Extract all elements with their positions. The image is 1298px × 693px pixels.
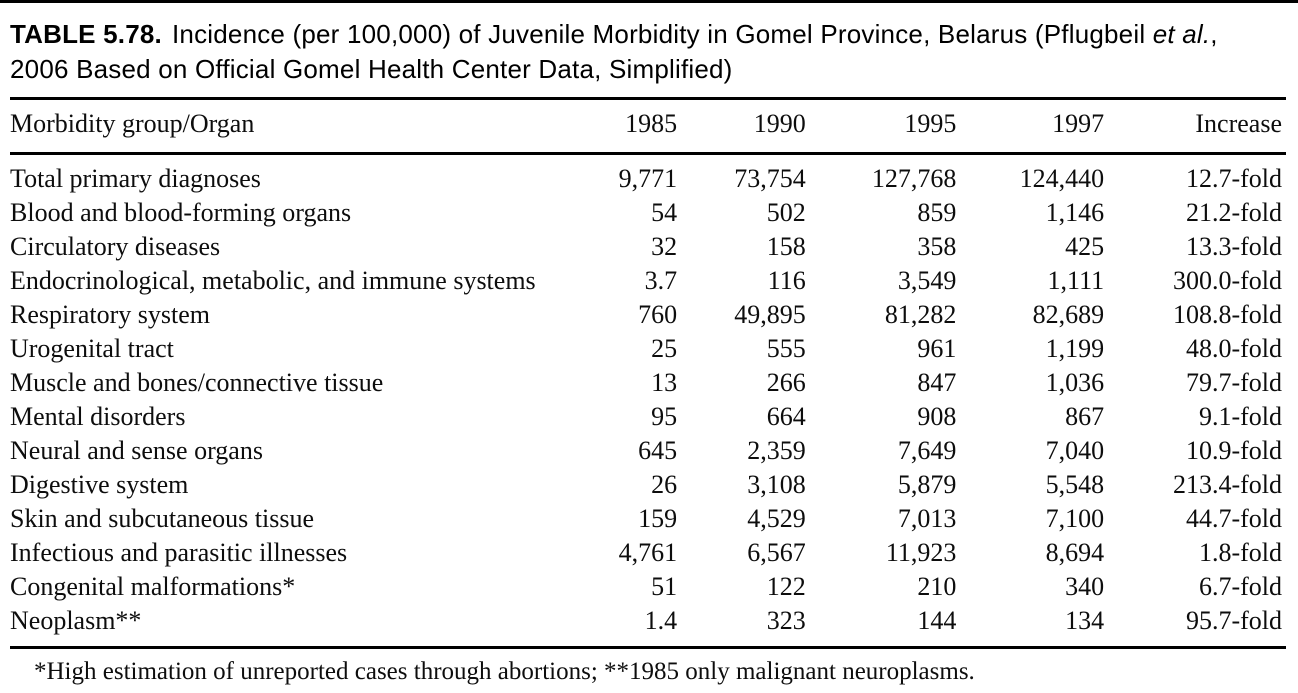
value-cell: 21.2-fold [1185,198,1282,227]
value-cell: 122 [766,572,806,601]
value-cell: 7,100 [1045,504,1105,533]
table-caption [10,17,1286,87]
value-cell: 847 [917,368,957,397]
value-cell: 1,111 [1047,266,1105,295]
row-label: Endocrinological, metabolic, and immune systems [10,266,536,295]
value-cell: 8,694 [1045,538,1105,567]
value-cell: 2,359 [747,436,806,465]
value-cell: 645 [638,436,678,465]
table-row [10,570,1286,604]
table-body [10,154,1286,648]
value-cell: 158 [766,232,806,261]
column-header-increase: Increase [1104,99,1286,154]
table-row [10,604,1286,648]
column-header-1997: 1997 [956,99,1104,154]
caption-line1-end: , [1210,19,1218,49]
value-cell: 26 [651,470,678,499]
column-header-1990: 1990 [677,99,806,154]
value-cell: 7,040 [1045,436,1105,465]
row-label: Digestive system [10,470,189,499]
table-row [10,230,1286,264]
table-row [10,264,1286,298]
row-label: Congenital malformations* [10,572,296,601]
value-cell: 4,761 [618,538,678,567]
value-cell: 48.0-fold [1185,334,1282,363]
row-label: Blood and blood-forming organs [10,198,352,227]
value-cell: 555 [766,334,806,363]
value-cell: 3,549 [897,266,957,295]
value-cell: 51 [651,572,678,601]
value-cell: 1,199 [1045,334,1105,363]
value-cell: 502 [766,198,806,227]
table-row [10,298,1286,332]
row-label: Total primary diagnoses [10,164,261,193]
value-cell: 116 [767,266,806,295]
value-cell: 134 [956,604,1104,648]
value-cell: 5,548 [1045,470,1105,499]
value-cell: 859 [917,198,957,227]
value-cell: 124,440 [1019,164,1105,193]
row-label: Skin and subcutaneous tissue [10,504,315,533]
value-cell: 3.7 [644,266,678,295]
table-row [10,502,1286,536]
value-cell: 54 [651,198,678,227]
value-cell: 81,282 [884,300,957,329]
value-cell: 213.4-fold [1172,470,1282,499]
row-label: Circulatory diseases [10,232,221,261]
value-cell: 1,146 [1045,198,1105,227]
value-cell: 12.7-fold [1185,164,1282,193]
value-cell: 340 [1065,572,1105,601]
column-header-morbidity-group: Morbidity group/Organ [10,99,561,154]
value-cell: 961 [917,334,957,363]
value-cell: 425 [1065,232,1105,261]
value-cell: 108.8-fold [1172,300,1282,329]
value-cell: 32 [651,232,678,261]
value-cell: 908 [917,402,957,431]
caption-text-line2: 2006 Based on Official Gomel Health Center Data, Simplified) [10,54,733,84]
table-footnote: *High estimation of unreported cases through abortions; **1985 only malignant neuroplasms. [34,658,975,685]
value-cell: 664 [766,402,806,431]
table-row [10,154,1286,197]
table-row [10,366,1286,400]
caption-et-al: et al. [1152,19,1211,49]
value-cell: 323 [677,604,806,648]
row-label: Neural and sense organs [10,436,263,465]
morbidity-table [10,97,1286,649]
value-cell: 73,754 [734,164,806,193]
row-label: Neoplasm** [10,604,561,648]
value-cell: 1,036 [1045,368,1105,397]
value-cell: 95.7-fold [1104,604,1286,648]
value-cell: 358 [917,232,957,261]
table-row [10,536,1286,570]
value-cell: 10.9-fold [1185,436,1282,465]
value-cell: 13.3-fold [1185,232,1282,261]
value-cell: 867 [1065,402,1105,431]
table-row [10,196,1286,230]
value-cell: 210 [917,572,957,601]
row-label: Muscle and bones/connective tissue [10,368,384,397]
row-label: Respiratory system [10,300,211,329]
row-label: Urogenital tract [10,334,174,363]
value-cell: 11,923 [885,538,957,567]
column-header-1985: 1985 [561,99,678,154]
value-cell: 5,879 [897,470,957,499]
value-cell: 9.1-fold [1198,402,1282,431]
table-row [10,400,1286,434]
value-cell: 7,013 [897,504,957,533]
value-cell: 1.8-fold [1198,538,1282,567]
value-cell: 25 [651,334,678,363]
value-cell: 266 [766,368,806,397]
value-cell: 4,529 [747,504,806,533]
value-cell: 44.7-fold [1185,504,1282,533]
row-label: Infectious and parasitic illnesses [10,538,348,567]
column-header-1995: 1995 [806,99,957,154]
value-cell: 760 [638,300,678,329]
value-cell: 1.4 [561,604,678,648]
value-cell: 13 [651,368,678,397]
header-row [10,99,1286,154]
caption-text-line1: Incidence (per 100,000) of Juvenile Morbidity in Gomel Province, Belarus (Pflugbeil [171,19,1153,49]
value-cell: 300.0-fold [1172,266,1282,295]
value-cell: 6.7-fold [1198,572,1282,601]
value-cell: 6,567 [747,538,806,567]
value-cell: 79.7-fold [1185,368,1282,397]
table-row [10,434,1286,468]
value-cell: 49,895 [734,300,806,329]
table-number: TABLE 5.78. [10,19,162,49]
row-label: Mental disorders [10,402,186,431]
table-row [10,332,1286,366]
value-cell: 3,108 [747,470,806,499]
table-row [10,468,1286,502]
value-cell: 127,768 [871,164,957,193]
value-cell: 7,649 [897,436,957,465]
value-cell: 9,771 [618,164,678,193]
value-cell: 95 [651,402,678,431]
value-cell: 144 [806,604,957,648]
value-cell: 159 [638,504,678,533]
value-cell: 82,689 [1032,300,1105,329]
